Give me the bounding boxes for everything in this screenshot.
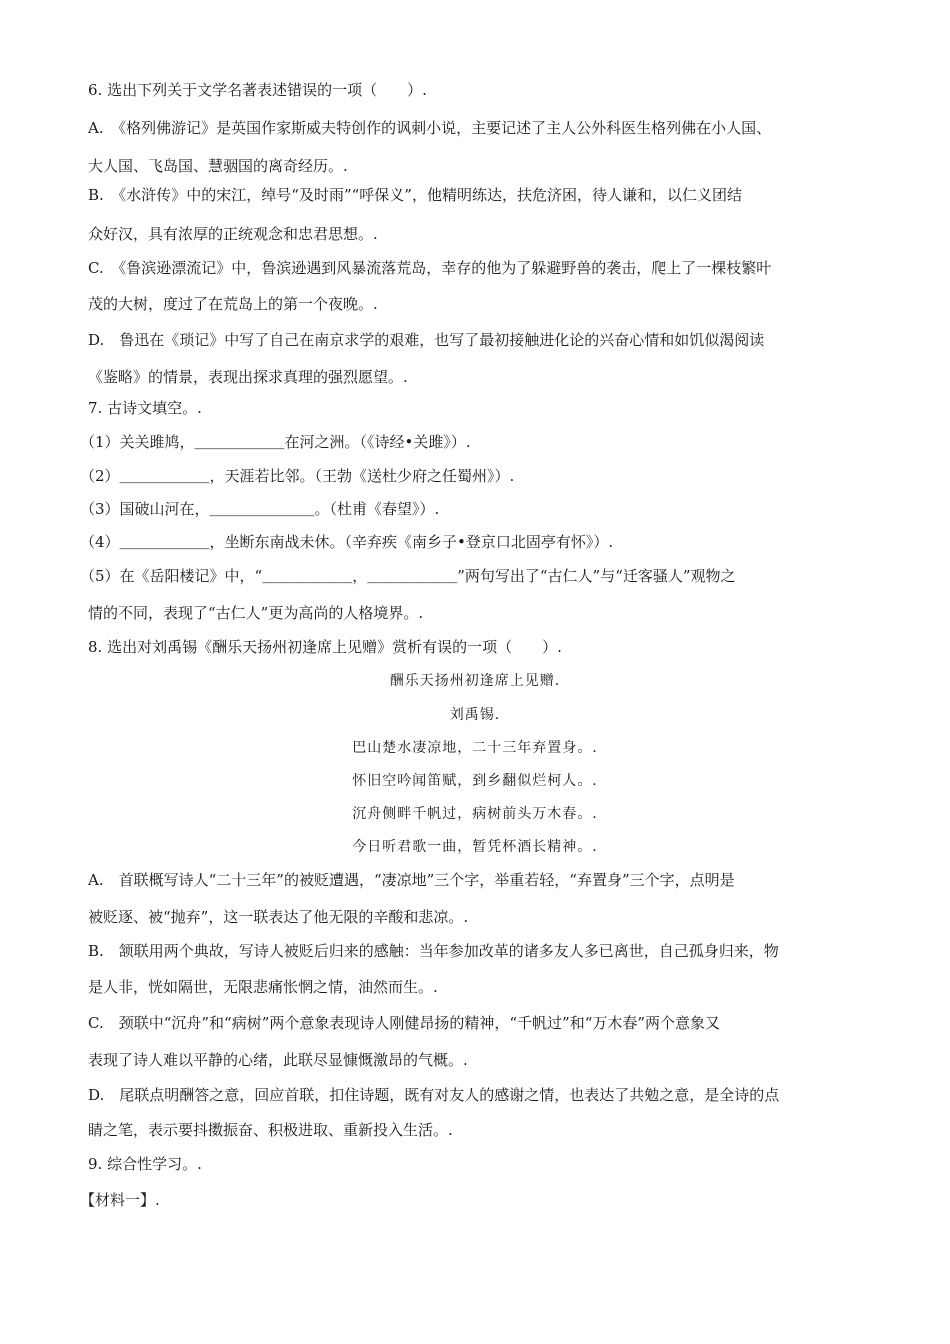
q8-option-d-line1: D. 尾联点明酬答之意，回应首联，扣住诗题，既有对友人的感谢之情，也表达了共勉之意，是全诗的点	[88, 1086, 780, 1104]
q6-option-c-line1: C. 《鲁滨逊漂流记》中，鲁滨逊遇到风暴流落荒岛，幸存的他为了躲避野兽的袭击，爬上了一棵枝繁叶	[88, 259, 772, 277]
q8-title: 8. 选出对刘禹锡《酬乐天扬州初逢席上见赠》赏析有误的一项（ ）.	[88, 638, 562, 656]
poem-author: 刘禹锡.	[449, 707, 501, 723]
q6-option-b-line2: 众好汉，具有浓厚的正统观念和忠君思想。.	[88, 225, 378, 243]
q6-option-a-line1: A. 《格列佛游记》是英国作家斯威夫特创作的讽刺小说，主要记述了主人公外科医生格列佛在小人国、	[88, 119, 772, 137]
poem-line-1: 巴山楚水凄凉地，二十三年弃置身。.	[352, 740, 598, 756]
q8-option-d-line2: 睛之笔，表示要抖擞振奋、积极进取、重新投入生活。.	[88, 1121, 453, 1139]
q7-title: 7. 古诗文填空。.	[88, 399, 202, 417]
q8-option-b-line2: 是人非，恍如隔世，无限悲痛怅惘之情，油然而生。.	[88, 978, 438, 996]
q8-option-b-line1: B. 颔联用两个典故，写诗人被贬后归来的感触：当年参加改革的诸多友人多已离世，自己孤身归来，物	[88, 942, 779, 960]
poem-line-4: 今日听君歌一曲，暂凭杯酒长精神。.	[352, 839, 598, 855]
q8-option-a-line2: 被贬逐、被“抛弃”，这一联表达了他无限的辛酸和悲凉。.	[88, 908, 469, 926]
q7-item-2: （2）＿＿＿＿＿＿，天涯若比邻。（王勃《送杜少府之任蜀州》）.	[80, 467, 515, 485]
q7-item-5-line1: （5）在《岳阳楼记》中，“＿＿＿＿＿＿，＿＿＿＿＿＿”两句写出了“古仁人”与“迁客骚人”观物之	[80, 567, 736, 585]
q9-material-one: 【材料一】.	[80, 1191, 160, 1209]
q8-option-c-line1: C. 颈联中“沉舟”和“病树”两个意象表现诗人刚健昂扬的精神，“千帆过”和“万木春”两个意象又	[88, 1014, 721, 1032]
q6-option-d-line1: D. 鲁迅在《琐记》中写了自己在南京求学的艰难，也写了最初接触进化论的兴奋心情和如饥似渴阅读	[88, 331, 765, 349]
q8-option-c-line2: 表现了诗人难以平静的心绪，此联尽显慷慨激昂的气概。.	[88, 1051, 468, 1069]
poem-line-2: 怀旧空吟闻笛赋，到乡翻似烂柯人。.	[352, 773, 598, 789]
q6-option-a-line2: 大人国、飞岛国、慧骃国的离奇经历。.	[88, 157, 348, 175]
q7-item-3: （3）国破山河在，＿＿＿＿＿＿＿。（杜甫《春望》）.	[80, 500, 440, 518]
q7-item-4: （4）＿＿＿＿＿＿，坐断东南战未休。（辛弃疾《南乡子•登京口北固亭有怀》）.	[80, 533, 614, 551]
q6-title: 6. 选出下列关于文学名著表述错误的一项（ ）.	[88, 81, 427, 99]
q6-option-b-line1: B. 《水浒传》中的宋江，绰号“及时雨”“呼保义”，他精明练达，扶危济困，待人谦和，以仁义团结	[88, 186, 742, 204]
poem-line-3: 沉舟侧畔千帆过，病树前头万木春。.	[352, 806, 598, 822]
q9-title: 9. 综合性学习。.	[88, 1155, 202, 1173]
q6-option-c-line2: 茂的大树，度过了在荒岛上的第一个夜晚。.	[88, 295, 378, 313]
q7-item-1: （1）关关雎鸠，＿＿＿＿＿＿在河之洲。（《诗经•关雎》）.	[80, 433, 471, 451]
q6-option-d-line2: 《鉴略》的情景，表现出探求真理的强烈愿望。.	[88, 368, 408, 386]
q8-option-a-line1: A. 首联概写诗人“二十三年”的被贬遭遇，“凄凉地”三个字，举重若轻，“弃置身”三个字，点明是	[88, 871, 735, 889]
poem-title: 酬乐天扬州初逢席上见赠.	[389, 673, 561, 689]
q7-item-5-line2: 情的不同，表现了“古仁人”更为高尚的人格境界。.	[88, 604, 424, 622]
